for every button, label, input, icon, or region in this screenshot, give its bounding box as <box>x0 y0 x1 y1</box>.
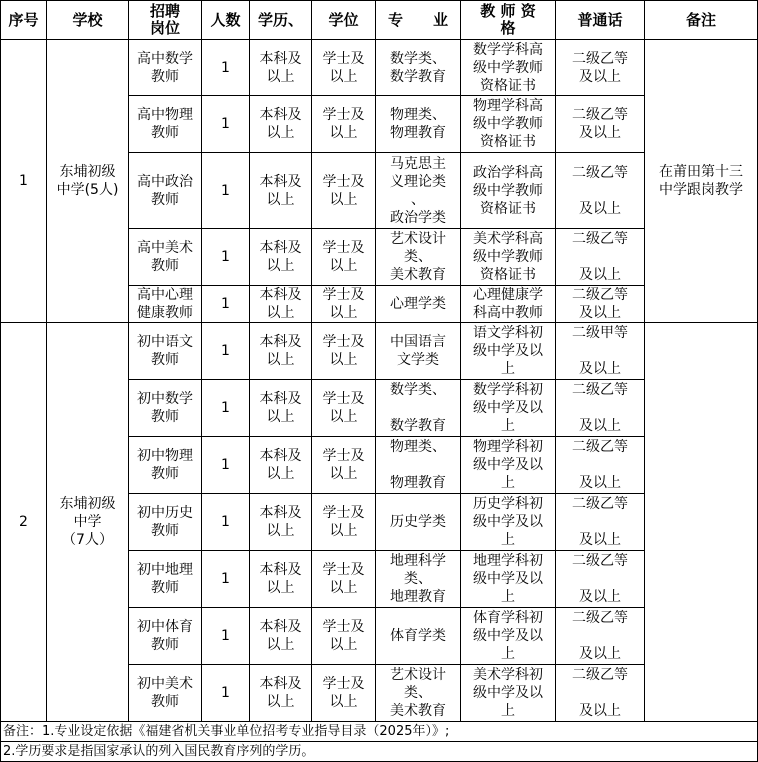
education-cell: 本科及 以上 <box>250 380 312 437</box>
count-cell: 1 <box>202 40 250 96</box>
education-cell: 本科及 以上 <box>250 437 312 494</box>
degree-cell: 学士及 以上 <box>312 286 376 323</box>
education-cell: 本科及 以上 <box>250 40 312 96</box>
remark-cell <box>645 323 758 722</box>
degree-cell: 学士及 以上 <box>312 665 376 722</box>
putonghua-cell: 二级甲等 及以上 <box>556 323 645 380</box>
putonghua-cell: 二级乙等 及以上 <box>556 153 645 229</box>
qualification-cell: 数学学科高 级中学教师 资格证书 <box>461 40 556 96</box>
putonghua-cell: 二级乙等 及以上 <box>556 380 645 437</box>
degree-cell: 学士及 以上 <box>312 229 376 286</box>
note-line-2: 2.学历要求是指国家承认的列入国民教育序列的学历。 <box>1 742 758 762</box>
major-cell: 马克思主 义理论类 、 政治学类 <box>376 153 461 229</box>
major-cell: 数学类、 数学教育 <box>376 40 461 96</box>
note-row <box>1 722 758 742</box>
putonghua-cell: 二级乙等 及以上 <box>556 437 645 494</box>
degree-cell: 学士及 以上 <box>312 437 376 494</box>
major-cell: 体育学类 <box>376 608 461 665</box>
qualification-cell: 历史学科初 级中学及以 上 <box>461 494 556 551</box>
position-cell: 初中体育 教师 <box>129 608 202 665</box>
education-cell: 本科及 以上 <box>250 323 312 380</box>
education-cell: 本科及 以上 <box>250 153 312 229</box>
qualification-cell: 物理学科高 级中学教师 资格证书 <box>461 96 556 153</box>
seq-cell: 1 <box>1 40 47 323</box>
position-cell: 初中地理 教师 <box>129 551 202 608</box>
degree-cell: 学士及 以上 <box>312 40 376 96</box>
position-cell: 初中物理 教师 <box>129 437 202 494</box>
header-position: 招聘 岗位 <box>129 1 202 40</box>
header-putonghua: 普通话 <box>556 1 645 40</box>
header-qualification: 教 师 资 格 <box>461 1 556 40</box>
putonghua-cell: 二级乙等 及以上 <box>556 286 645 323</box>
education-cell: 本科及 以上 <box>250 665 312 722</box>
header-row <box>1 1 758 40</box>
header-school: 学校 <box>47 1 129 40</box>
header-degree: 学位 <box>312 1 376 40</box>
header-remark: 备注 <box>645 1 758 40</box>
count-cell: 1 <box>202 229 250 286</box>
major-cell: 艺术设计 类、 美术教育 <box>376 665 461 722</box>
major-cell: 历史学类 <box>376 494 461 551</box>
note-line-1: 备注：1.专业设定依据《福建省机关事业单位招考专业指导目录（2025年）》; <box>1 722 758 742</box>
putonghua-cell: 二级乙等 及以上 <box>556 665 645 722</box>
position-cell: 高中数学 教师 <box>129 40 202 96</box>
putonghua-cell: 二级乙等 及以上 <box>556 40 645 96</box>
remark-cell: 在莆田第十三 中学跟岗教学 <box>645 40 758 323</box>
header-major: 专 业 <box>376 1 461 40</box>
qualification-cell: 地理学科初 级中学及以 上 <box>461 551 556 608</box>
position-cell: 初中历史 教师 <box>129 494 202 551</box>
qualification-cell: 美术学科初 级中学及以 上 <box>461 665 556 722</box>
count-cell: 1 <box>202 286 250 323</box>
position-cell: 初中数学 教师 <box>129 380 202 437</box>
count-cell: 1 <box>202 665 250 722</box>
degree-cell: 学士及 以上 <box>312 153 376 229</box>
putonghua-cell: 二级乙等 及以上 <box>556 494 645 551</box>
qualification-cell: 心理健康学 科高中教师 <box>461 286 556 323</box>
header-seq: 序号 <box>1 1 47 40</box>
education-cell: 本科及 以上 <box>250 494 312 551</box>
major-cell: 数学类、 数学教育 <box>376 380 461 437</box>
count-cell: 1 <box>202 437 250 494</box>
education-cell: 本科及 以上 <box>250 286 312 323</box>
position-cell: 高中政治 教师 <box>129 153 202 229</box>
education-cell: 本科及 以上 <box>250 608 312 665</box>
degree-cell: 学士及 以上 <box>312 494 376 551</box>
count-cell: 1 <box>202 380 250 437</box>
school-cell: 东埔初级 中学(5人) <box>47 40 129 323</box>
major-cell: 艺术设计 类、 美术教育 <box>376 229 461 286</box>
degree-cell: 学士及 以上 <box>312 551 376 608</box>
position-cell: 高中物理 教师 <box>129 96 202 153</box>
header-count: 人数 <box>202 1 250 40</box>
degree-cell: 学士及 以上 <box>312 380 376 437</box>
position-cell: 初中语文 教师 <box>129 323 202 380</box>
note-row <box>1 742 758 762</box>
qualification-cell: 体育学科初 级中学及以 上 <box>461 608 556 665</box>
qualification-cell: 语文学科初 级中学及以 上 <box>461 323 556 380</box>
degree-cell: 学士及 以上 <box>312 96 376 153</box>
putonghua-cell: 二级乙等 及以上 <box>556 96 645 153</box>
count-cell: 1 <box>202 96 250 153</box>
table-row <box>1 40 758 96</box>
qualification-cell: 数学学科初 级中学及以 上 <box>461 380 556 437</box>
school-cell: 东埔初级 中学 （7人） <box>47 323 129 722</box>
position-cell: 初中美术 教师 <box>129 665 202 722</box>
qualification-cell: 美术学科高 级中学教师 资格证书 <box>461 229 556 286</box>
qualification-cell: 物理学科初 级中学及以 上 <box>461 437 556 494</box>
major-cell: 物理类、 物理教育 <box>376 96 461 153</box>
count-cell: 1 <box>202 608 250 665</box>
education-cell: 本科及 以上 <box>250 551 312 608</box>
major-cell: 地理科学 类、 地理教育 <box>376 551 461 608</box>
degree-cell: 学士及 以上 <box>312 608 376 665</box>
table-row <box>1 323 758 380</box>
position-cell: 高中美术 教师 <box>129 229 202 286</box>
education-cell: 本科及 以上 <box>250 229 312 286</box>
count-cell: 1 <box>202 551 250 608</box>
major-cell: 物理类、 物理教育 <box>376 437 461 494</box>
putonghua-cell: 二级乙等 及以上 <box>556 608 645 665</box>
header-education: 学历、 <box>250 1 312 40</box>
major-cell: 中国语言 文学类 <box>376 323 461 380</box>
qualification-cell: 政治学科高 级中学教师 资格证书 <box>461 153 556 229</box>
major-cell: 心理学类 <box>376 286 461 323</box>
count-cell: 1 <box>202 494 250 551</box>
education-cell: 本科及 以上 <box>250 96 312 153</box>
count-cell: 1 <box>202 323 250 380</box>
degree-cell: 学士及 以上 <box>312 323 376 380</box>
putonghua-cell: 二级乙等 及以上 <box>556 229 645 286</box>
position-cell: 高中心理 健康教师 <box>129 286 202 323</box>
seq-cell: 2 <box>1 323 47 722</box>
putonghua-cell: 二级乙等 及以上 <box>556 551 645 608</box>
count-cell: 1 <box>202 153 250 229</box>
